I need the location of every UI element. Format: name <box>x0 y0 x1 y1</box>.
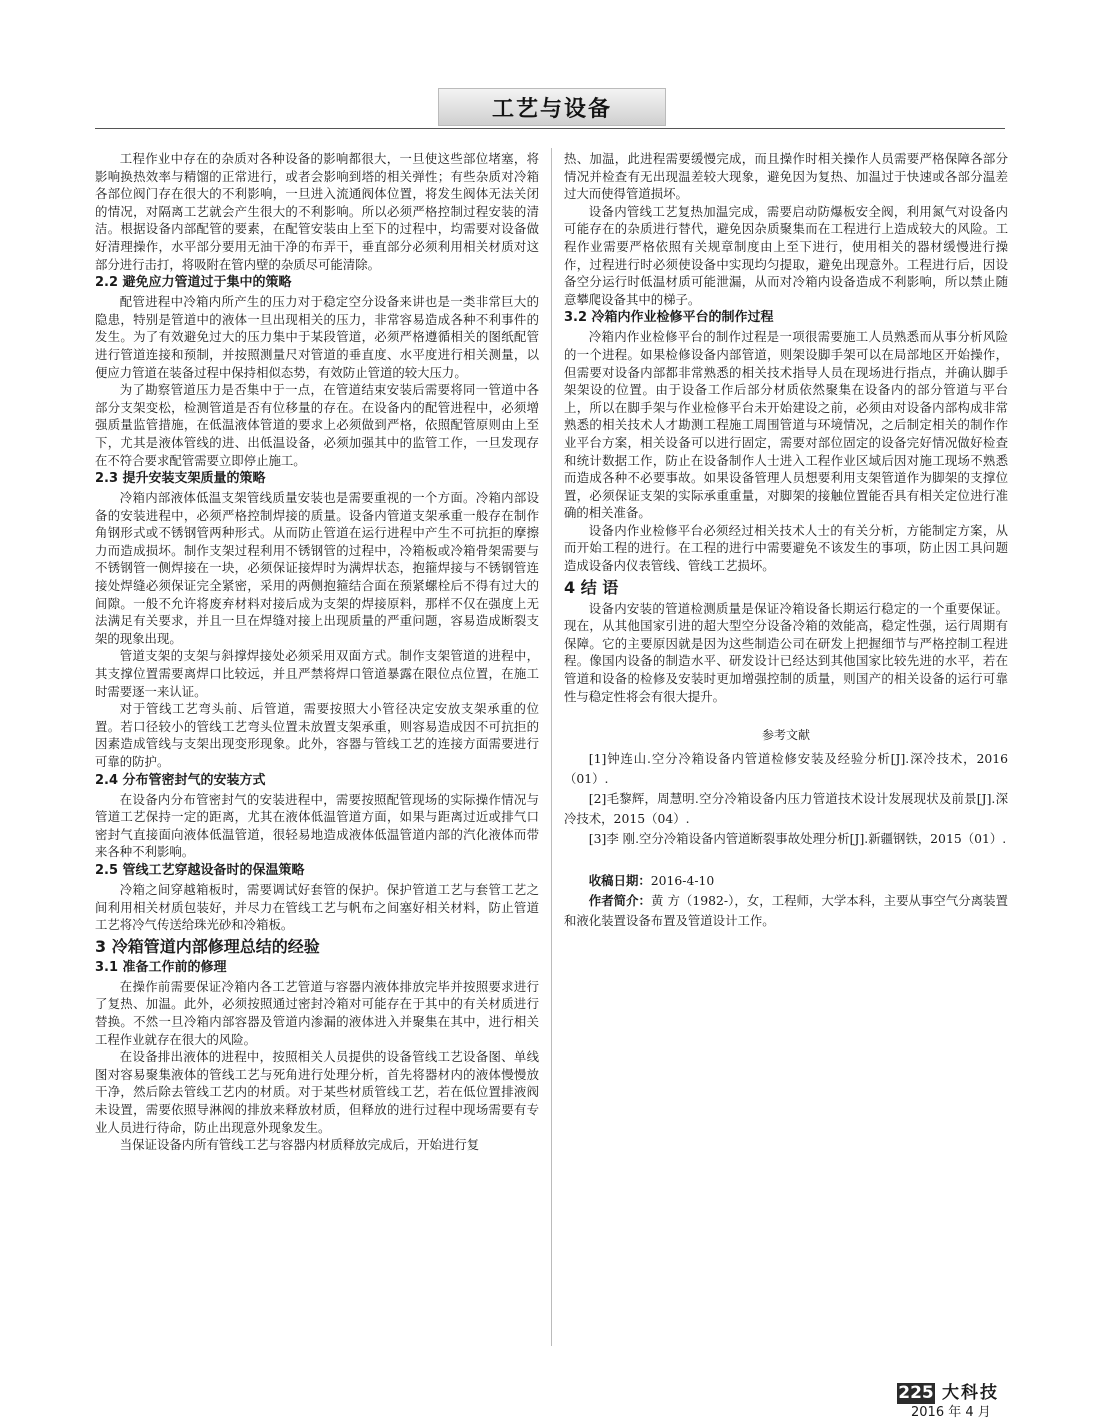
paragraph: 在设备排出液体的进程中，按照相关人员提供的设备管线工艺设备图、单线图对容易聚集液体的管线工艺与死角进行处理分析，首先将器材内的液体慢慢放干净，然后除去管线工艺内的材质。对于某些材质管线工艺，若在低位置排液阀未设置，需要依照导淋阀的排放来释放材质，但释放的进行过程中现场需要有专业人员进行待命，防止出现意外现象发生。 <box>95 1049 539 1135</box>
section-heading-2-5: 2.5 管线工艺穿越设备时的保温策略 <box>95 862 305 878</box>
reference-item: [3]李 刚.空分冷箱设备内管道断裂事故处理分析[J].新疆钢铁，2015（01）. <box>588 830 1007 846</box>
paragraph: 当保证设备内所有管线工艺与容器内材质释放完成后，开始进行复 <box>119 1137 480 1153</box>
section-heading-4: 4 结 语 <box>564 577 619 597</box>
author-bio <box>564 891 1008 931</box>
issue-date: 2016 年 4 月 <box>911 1405 991 1420</box>
section-heading-3: 3 冷箱管道内部修理总结的经验 <box>95 936 320 956</box>
paragraph: 设备内安装的管道检测质量是保证冷箱设备长期运行稳定的一个重要保证。现在，从其他国家引进的超大型空分设备冷箱的效能高，稳定性强，运行周期有保障。它的主要原因就是因为这些制造公司在研发上把握细节与严格控制工程进程。像国内设备的制造水平、研发设计已经达到其他国家比较先进的水平，若在管道和设备的检修及安装时更加增强控制的质量，则国产的相关设备的运行可靠性与稳定性将会有很大提升。 <box>564 600 1008 704</box>
reference-item: [1]钟连山.空分冷箱设备内管道检修安装及经验分析[J].深冷技术，2016（01）. <box>564 750 1008 786</box>
received-date <box>564 871 1008 891</box>
paragraph: 设备内管线工艺复热加温完成，需要启动防爆板安全阀，利用氮气对设备内可能存在的杂质进行替代，避免因杂质聚集而在工程进行上造成较大的风险。工程作业需要严格依照有关规章制度由上至下进行，使用相关的器材缓慢进行操作，过程进行时必须使设备中实现均匀提取，避免出现意外。工程进行后，因设备空分运行时低温材质可能泄漏，从而对冷箱内设备造成不利影响，所以禁止随意攀爬设备其中的梯子。 <box>564 203 1008 307</box>
paragraph: 在设备内分布管密封气的安装进程中，需要按照配管现场的实际操作情况与管道工艺保持一定的距离，尤其在液体低温管道方面，如果与距离过近或排气口密封气直接面向液体低温管道，很轻易地造成液体低温管道内部的汽化液体而带来各种不利影响。 <box>95 791 539 860</box>
reference-item: [2]毛黎辉，周慧明.空分冷箱设备内压力管道技术设计发展现状及前景[J].深冷技术，2015（04）. <box>564 790 1008 826</box>
section-header <box>438 88 666 126</box>
section-heading-2-2: 2.2 避免应力管道过于集中的策略 <box>95 275 292 291</box>
paragraph: 冷箱内部液体低温支架管线质量安装也是需要重视的一个方面。冷箱内部设备的安装进程中，必须严格控制焊接的质量。设备内管道支架承重一般存在制作角钢形式或不锈钢管两种形式。从而防止管道在运行进程中产生不可抗拒的摩擦力而造成损坏。制作支架过程利用不锈钢管的过程中，冷箱板或冷箱骨架需要与不锈钢管一侧焊接在一块，必须保证接焊时为满焊状态，抱箍焊接与不锈钢管连接处焊缝必须保证完全紧密，采用的两侧抱箍结合面在预紧螺栓后不得有过大的间隙。一般不允许将废弃材料对接后成为支架的焊接原料，那样不仅在强度上无法满足有关要求，并且一旦在焊缝对接上出现质量的严重问题，容易造成断裂支架的现象出现。 <box>95 490 539 646</box>
paragraph: 设备内作业检修平台必须经过相关技术人士的有关分析，方能制定方案，从而开始工程的进行。在工程的进行中需要避免不该发生的事项，防止因工具问题造成设备内仪表管线、管线工艺损坏。 <box>564 522 1008 574</box>
column-divider <box>551 148 552 1346</box>
paragraph: 冷箱之间穿越箱板时，需要调试好套管的保护。保护管道工艺与套管工艺之间利用相关材质包装好，并尽力在管线工艺与帆布之间塞好相关材料，防止管道工艺将冷气传送给珠光砂和冷箱板。 <box>95 881 539 933</box>
paragraph: 管道支架的支架与斜撑焊接处必须采用双面方式。制作支架管道的进程中，其支撑位置需要离焊口比较远，并且严禁将焊口管道暴露在限位点位置，在施工时需要逐一来认证。 <box>95 648 539 699</box>
right-column <box>564 150 1008 931</box>
paragraph: 在操作前需要保证冷箱内各工艺管道与容器内液体排放完毕并按照要求进行了复热、加温。此外，必须按照通过密封冷箱对可能存在于其中的有关材质进行替换。不然一旦冷箱内部容器及管道内渗漏的液体进入并聚集在其中，进行相关工程作业就存在很大的风险。 <box>95 978 539 1047</box>
left-column <box>95 150 539 1154</box>
paragraph: 冷箱内作业检修平台的制作过程是一项很需要施工人员熟悉而从事分析风险的一个进程。如果检修设备内部管道，则架设脚手架可以在局部地区开始操作，但需要对设备内部都非常熟悉的相关技术指导人员在现场进行指点，并确认脚手架架设的位置。由于设备工作后部分材质依然聚集在设备内的部分管道与平台上，所以在脚手架与作业检修平台未开始建设之前，必须由对设备内部构成非常熟悉的相关技术人才勘测工程施工周围管道与环境情况，之后制定相关的制作作业平台方案，相关设备可以进行固定，需要对部位固定的设备完好情况做好检查和统计数据工作，防止在设备制作人士进入工程作业区域后因对施工现场不熟悉而造成各种不必要事故。如果设备管理人员想要利用支架管道作为脚架的支撑位置，必须保证支架的实际承重重量，对脚架的接触位置能否具有相关定位进行准确的相关准备。 <box>564 329 1008 521</box>
page-number: 225 <box>898 1383 934 1403</box>
paragraph: 热、加温，此进程需要缓慢完成，而且操作时相关操作人员需要严格保障各部分情况并检查有无出现温差较大现象，避免因为复热、加温过于快速或各部分温差过大而使得管道损坏。 <box>564 151 1008 202</box>
paragraph: 配管进程中冷箱内所产生的压力对于稳定空分设备来讲也是一类非常巨大的隐患，特别是管道中的液体一旦出现相关的压力，非常容易造成各种不利事件的发生。为了有效避免过大的压力集中于某段管道，必须严格遵循相关的图纸配管进行管道连接和预制，并按照测量尺对管道的垂直度、水平度进行相关测量，以便应力管道在装备过程中保持相似态势，有效防止管道的较大压力。 <box>95 294 539 380</box>
references-title: 参考文献 <box>761 728 810 743</box>
header-rule <box>95 128 1005 129</box>
author-value: 黄 方（1982-），女，工程师，大学本科，主要从事空气分离装置和液化装置设备布置及管道设计工作。 <box>564 892 1009 928</box>
received-label: 收稿日期： <box>588 872 651 888</box>
paragraph: 工程作业中存在的杂质对各种设备的影响都很大，一旦使这些部位堵塞，将影响换热效率与精馏的正常进行，或者会影响到塔的相关弹性；有些杂质对冷箱各部位阀门存在很大的不利影响，一旦进入流通阀体位置，将发生阀体无法关闭的情况，对隔离工艺就会产生很大的不利影响。所以必须严格控制过程安装的清洁。根据设备内部配管的要素，在配管安装由上至下的过程中，均需要对设备做好清理操作，水平部分要用无油干净的布弄干，垂直部分必须利用相关材质对这部分进行击打，将吸附在管内壁的杂质尽可能清除。 <box>95 151 539 272</box>
journal-name: 大科技 <box>942 1383 999 1403</box>
section-heading-3-1: 3.1 准备工作前的修理 <box>95 959 227 975</box>
page-footer <box>897 1383 1007 1423</box>
section-heading-2-4: 2.4 分布管密封气的安装方式 <box>95 772 266 788</box>
section-heading-2-3: 2.3 提升安装支架质量的策略 <box>95 471 266 487</box>
author-label: 作者简介： <box>588 892 652 908</box>
section-heading-3-2: 3.2 冷箱内作业检修平台的制作过程 <box>564 310 774 326</box>
paragraph: 对于管线工艺弯头前、后管道，需要按照大小管径决定安放支架承重的位置。若口径较小的管线工艺弯头位置未放置支架承重，则容易造成因不可抗拒的因素造成管线与支架出现变形现象。此外，容器与管线工艺的连接方面需要进行可靠的防护。 <box>95 701 539 769</box>
section-title: 工艺与设备 <box>491 97 612 122</box>
received-value: 2016-4-10 <box>650 872 715 888</box>
paragraph: 为了勘察管道压力是否集中于一点，在管道结束安装后需要将同一管道中各部分支架变松，检测管道是否有位移量的存在。在设备内的配管进程中，必须增强质量监管措施，在低温液体管道的要求上必须做到严格，依照配管原则由上至下，尤其是液体管线的进、出低温设备，必须加强其中的监管工作，一旦发现存在不符合要求配管需要立即停止施工。 <box>95 382 539 468</box>
